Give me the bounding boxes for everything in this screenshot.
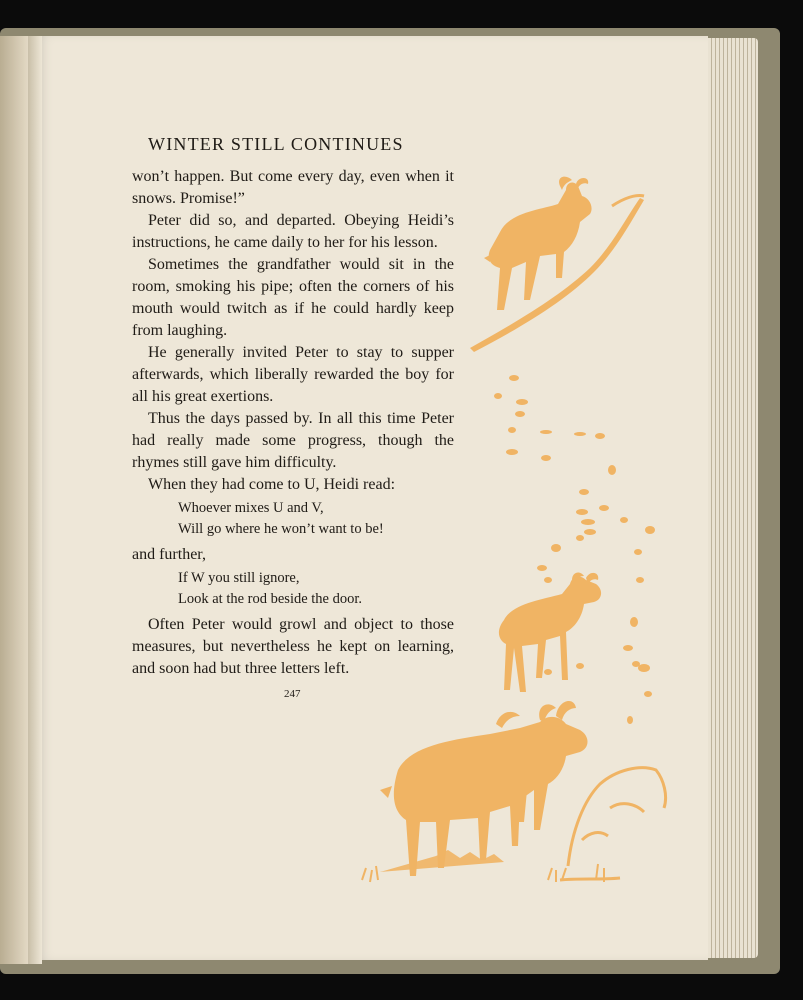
verse-line: Look at the rod beside the door.	[178, 591, 363, 607]
paragraph: He generally invited Peter to stay to supper afterwards, which liberally rewarded the boy for all his great exertions.	[132, 344, 454, 405]
paragraph: When they had come to U, Heidi read:	[148, 476, 396, 493]
top-goat-icon	[484, 177, 592, 310]
paragraph: Sometimes the grandfather would sit in the room, smoking his pipe; often the corners of his mouth would twitch as if he could hardly keep from laughing.	[132, 256, 454, 339]
verse-line: Will go where he won’t want to be!	[178, 521, 384, 537]
page-number: 247	[284, 688, 301, 700]
paragraph: and further,	[132, 546, 206, 563]
paragraph: Thus the days passed by. In all this time Peter had really made some progress, though the rhymes still gave him difficulty.	[132, 410, 454, 471]
paragraph: Often Peter would growl and object to those measures, but nevertheless he kept on learning, and soon had but three letters left.	[132, 616, 454, 677]
rock-outcrop-icon	[560, 768, 666, 880]
running-head: WINTER STILL CONTINUES	[148, 134, 404, 154]
bottom-goat-group-icon	[380, 701, 588, 876]
paragraph: Peter did so, and departed. Obeying Heidi’s instructions, he came daily to her for his lesson.	[132, 212, 454, 251]
verse-line: Whoever mixes U and V,	[178, 500, 324, 516]
verse-line: If W you still ignore,	[178, 570, 300, 586]
paragraph: won’t happen. But come every day, even when it snows. Promise!”	[132, 168, 454, 207]
